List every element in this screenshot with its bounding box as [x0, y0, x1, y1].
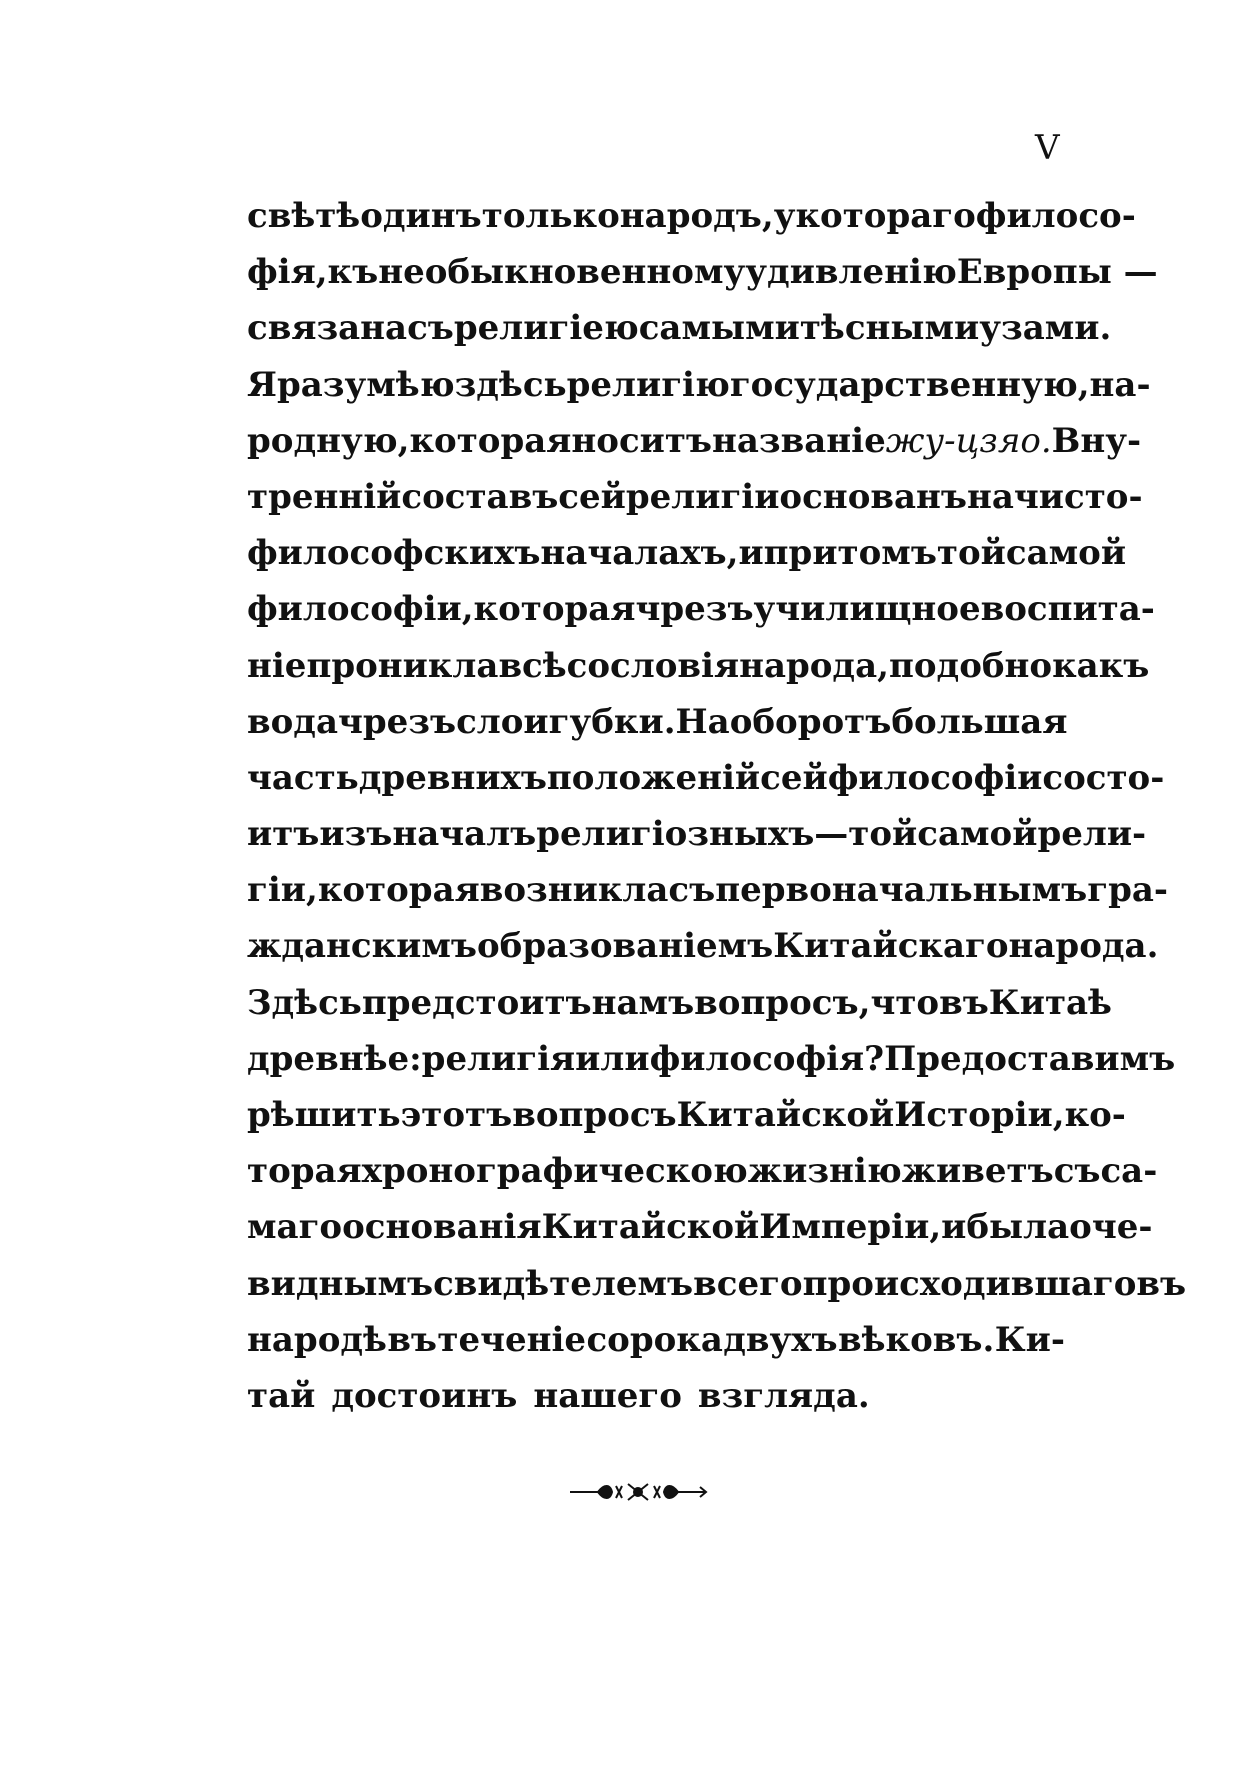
word: предстоитъ [361, 982, 592, 1023]
word: са- [1100, 1151, 1158, 1192]
word: въ [387, 1319, 438, 1360]
text-line [247, 525, 1127, 581]
word: подобно [888, 645, 1053, 686]
body-text [247, 188, 1187, 1424]
word: происходившаго [802, 1263, 1137, 1304]
word: торая [247, 1151, 362, 1192]
word: древнѣе: [247, 1038, 422, 1079]
word: состо- [1042, 757, 1165, 798]
word: фія, [247, 252, 328, 293]
word: первоначальнымъ [715, 870, 1088, 911]
word: училищное [753, 589, 981, 630]
word: жизнію [747, 1151, 902, 1192]
word: достоинъ [331, 1375, 518, 1416]
word: была [966, 1207, 1070, 1248]
word: только [481, 196, 620, 236]
word: гіи, [247, 870, 318, 911]
word: религіозныхъ—той [536, 814, 918, 855]
word: Исторіи, [894, 1095, 1065, 1135]
word: рѣшить [247, 1095, 401, 1135]
ornament-fleuron-icon [568, 1478, 708, 1506]
word: составъ [401, 476, 559, 517]
word: тай [247, 1375, 316, 1416]
word: вопросъ, [694, 982, 871, 1023]
word: съ [407, 308, 454, 349]
word: которая [317, 870, 480, 911]
word: возникла [479, 870, 669, 911]
word: сей [760, 757, 828, 798]
text-line [247, 638, 1150, 694]
text-line [247, 1087, 1126, 1143]
text-line [247, 357, 1151, 413]
word: чрезъ [635, 589, 754, 630]
text-line [247, 300, 1112, 356]
word: философіи, [247, 589, 474, 630]
word: и [941, 1207, 967, 1248]
word: Китайскаго [773, 926, 1009, 967]
text-line [247, 581, 1155, 637]
word: воспита- [980, 589, 1155, 630]
text-line [247, 694, 1068, 750]
page-number: V [1035, 128, 1058, 168]
text-line [247, 1143, 1158, 1199]
word: Наоборотъ [675, 701, 892, 742]
word: вопросъ [512, 1095, 677, 1135]
word: котораго [795, 196, 976, 236]
word: двухъ [723, 1319, 838, 1360]
word: проникла [306, 645, 499, 686]
word: началъ [392, 814, 537, 855]
word: Китайской [676, 1095, 895, 1135]
word: одинъ [360, 196, 482, 236]
word: у [773, 196, 796, 236]
text-line [247, 1256, 1187, 1312]
word: самой [1005, 533, 1127, 574]
text-line [247, 806, 1147, 862]
word: Вну- [1051, 420, 1142, 461]
word: сорока [586, 1319, 723, 1360]
word: вѣковъ. [838, 1319, 995, 1360]
word: Европы — [956, 252, 1158, 293]
word: оче- [1069, 1207, 1153, 1248]
text-line [247, 413, 1142, 469]
word: въ [939, 982, 989, 1023]
word: народѣ [247, 1319, 387, 1360]
word: съ [1053, 1151, 1101, 1192]
text-line [247, 244, 1158, 300]
word: религію [566, 364, 730, 405]
text-line [247, 862, 1168, 918]
word: свѣтѣ [247, 196, 361, 236]
text-line [247, 469, 1143, 525]
word: притомъ [763, 533, 937, 574]
word: свидѣтелемъ [433, 1263, 694, 1304]
word: необыкновенному [378, 252, 746, 293]
word: гра- [1087, 870, 1168, 911]
word: государственную, [729, 364, 1090, 405]
word: которая [409, 420, 572, 461]
word: удивленію [745, 252, 957, 293]
word: Китаѣ [988, 982, 1112, 1023]
word: итъ [247, 814, 320, 855]
word: которая [473, 589, 636, 630]
word: народъ, [619, 196, 774, 236]
word: изъ [319, 814, 393, 855]
word: религіею [453, 308, 639, 349]
word: связана [247, 308, 408, 349]
word: чрезъ [338, 701, 457, 742]
text-line [247, 918, 1159, 974]
word: на [967, 476, 1014, 517]
word: большая [891, 701, 1068, 742]
word: живетъ [901, 1151, 1054, 1192]
text-line [247, 1199, 1153, 1255]
word: Здѣсь [247, 982, 362, 1023]
word: на- [1089, 364, 1151, 405]
word: рели- [1037, 814, 1147, 855]
word: философскихъ [247, 533, 541, 574]
word: этотъ [400, 1095, 513, 1135]
word: самой [917, 814, 1038, 855]
word: Я [247, 364, 277, 405]
text-line [247, 750, 1165, 806]
text-line [247, 188, 1136, 244]
word: основанія [342, 1207, 542, 1248]
word: виднымъ [247, 1263, 434, 1304]
word: взгляда. [697, 1375, 870, 1416]
word: узами. [979, 308, 1112, 349]
word: и [738, 533, 764, 574]
word: религіи [625, 476, 780, 517]
word: родную, [247, 420, 410, 461]
word: началахъ, [540, 533, 739, 574]
text-line [247, 975, 1112, 1031]
word: маго [247, 1207, 343, 1248]
word: всѣ [498, 645, 567, 686]
text-line [247, 1312, 1065, 1368]
word: сей [558, 476, 626, 517]
word: ніе [247, 645, 307, 686]
text-line [247, 1368, 1065, 1424]
word: древнихъ [358, 757, 547, 798]
word: Ки- [994, 1319, 1065, 1360]
word: намъ [591, 982, 695, 1023]
word: съ [668, 870, 716, 911]
word: всего [693, 1263, 803, 1304]
word: тѣсными [799, 308, 980, 349]
word: той [936, 533, 1006, 574]
word: нашего [533, 1375, 682, 1416]
word: въ [1136, 1263, 1187, 1304]
word: сословія [566, 645, 740, 686]
word: Предоставимъ [884, 1038, 1176, 1079]
word: названіе [712, 420, 886, 461]
word: жданскимъ [247, 926, 477, 967]
word: хронографическою [361, 1151, 748, 1192]
word: самыми [638, 308, 800, 349]
word: часть [247, 757, 359, 798]
word: здѣсь [454, 364, 567, 405]
word: или [575, 1038, 650, 1079]
word: слои [456, 701, 549, 742]
word: разумѣю [276, 364, 455, 405]
word: основанъ [779, 476, 967, 517]
word: тренній [247, 476, 402, 517]
word: чисто- [1013, 476, 1143, 517]
word: положеній [546, 757, 761, 798]
word: вода [247, 701, 338, 742]
word: философіи [827, 757, 1043, 798]
word: Имперіи, [759, 1207, 942, 1248]
word: теченіе [437, 1319, 587, 1360]
word: какъ [1052, 645, 1150, 686]
word: философія? [649, 1038, 885, 1079]
word: носитъ [571, 420, 713, 461]
word: народа, [739, 645, 889, 686]
word: религія [421, 1038, 576, 1079]
word: къ [327, 252, 379, 293]
word: ко- [1064, 1095, 1126, 1135]
word: жу-цзяо. [885, 420, 1052, 461]
text-line [247, 1031, 1176, 1087]
word: филосо- [975, 196, 1136, 236]
word: образованіемъ [477, 926, 774, 967]
word: народа. [1008, 926, 1159, 967]
word: Китайской [541, 1207, 760, 1248]
word: что [870, 982, 940, 1023]
word: губки. [548, 701, 676, 742]
